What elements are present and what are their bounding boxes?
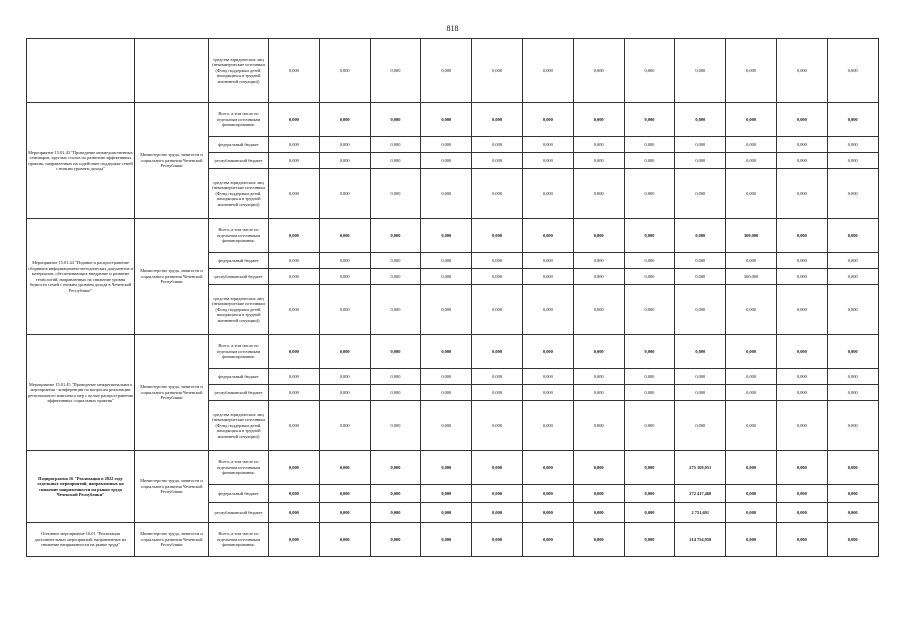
amount-cell: 0,000 xyxy=(370,503,421,523)
measure-name-cell: Мероприятие 15.01.45 "Проведение межрегионального мероприятия - конференции по вопросам реализации регионального комплекса мер с целью распространения эффективных социальных практик" xyxy=(27,335,135,451)
amount-cell: 0,000 xyxy=(370,253,421,269)
amount-cell: 0,000 xyxy=(370,153,421,169)
amount-cell: 0,000 xyxy=(726,369,777,385)
amount-cell: 0,000 xyxy=(827,39,878,103)
amount-cell: 0,000 xyxy=(421,169,472,219)
amount-cell: 0,000 xyxy=(319,401,370,451)
responsible-executor-cell xyxy=(135,39,209,103)
amount-cell: 0,000 xyxy=(624,219,675,253)
table-row xyxy=(27,335,879,369)
amount-cell: 0,000 xyxy=(472,153,523,169)
amount-cell: 0,000 xyxy=(269,523,320,557)
amount-cell: 0,000 xyxy=(827,253,878,269)
amount-cell: 0,000 xyxy=(573,335,624,369)
amount-cell: 0,000 xyxy=(522,103,573,137)
amount-cell: 0,000 xyxy=(370,369,421,385)
amount-cell: 0,000 xyxy=(472,503,523,523)
amount-cell: 0,000 xyxy=(319,285,370,335)
amount-cell: 0,000 xyxy=(827,385,878,401)
amount-cell: 0,000 xyxy=(319,137,370,153)
amount-cell: 0,000 xyxy=(319,503,370,523)
page-number: 818 xyxy=(446,24,459,33)
amount-cell: 0,000 xyxy=(675,253,726,269)
amount-cell: 0,000 xyxy=(776,485,827,503)
funding-source-cell: федеральный бюджет xyxy=(209,369,269,385)
amount-cell: 0,000 xyxy=(573,285,624,335)
amount-cell: 0,000 xyxy=(370,401,421,451)
amount-cell: 0,000 xyxy=(776,137,827,153)
amount-cell: 0,000 xyxy=(421,103,472,137)
funding-source-cell: республиканский бюджет xyxy=(209,269,269,285)
funding-source-cell: Всего, в том числе по отдельным источникам финансирования: xyxy=(209,335,269,369)
amount-cell: 0,000 xyxy=(776,335,827,369)
amount-cell: 0,000 xyxy=(269,137,320,153)
amount-cell: 0,000 xyxy=(726,253,777,269)
amount-cell: 0,000 xyxy=(675,169,726,219)
amount-cell: 0,000 xyxy=(472,485,523,503)
amount-cell: 0,000 xyxy=(472,335,523,369)
amount-cell: 0,000 xyxy=(827,103,878,137)
amount-cell: 0,000 xyxy=(624,269,675,285)
amount-cell: 0,000 xyxy=(421,335,472,369)
table-row xyxy=(27,219,879,253)
amount-cell: 0,000 xyxy=(726,137,777,153)
amount-cell: 0,000 xyxy=(522,451,573,485)
amount-cell: 0,000 xyxy=(675,285,726,335)
amount-cell: 0,000 xyxy=(827,137,878,153)
amount-cell: 0,000 xyxy=(319,369,370,385)
amount-cell: 0,000 xyxy=(522,219,573,253)
amount-cell: 0,000 xyxy=(319,485,370,503)
amount-cell: 0,000 xyxy=(522,253,573,269)
amount-cell: 0,000 xyxy=(472,219,523,253)
amount-cell: 0,000 xyxy=(269,103,320,137)
funding-source-cell: Всего, в том числе по отдельным источникам финансирования: xyxy=(209,523,269,557)
amount-cell: 0,000 xyxy=(776,153,827,169)
amount-cell: 0,000 xyxy=(776,451,827,485)
table-body xyxy=(27,39,879,557)
amount-cell: 0,000 xyxy=(522,269,573,285)
amount-cell: 0,000 xyxy=(522,485,573,503)
responsible-executor-cell: Министерство труда, занятости и социального развития Чеченской Республики xyxy=(135,523,209,557)
amount-cell: 0,000 xyxy=(573,401,624,451)
funding-source-cell: средства юридических лиц (некоммерческие источники (Фонд поддержки детей, находящихся в трудной жизненной ситуации)) xyxy=(209,39,269,103)
amount-cell: 0,000 xyxy=(573,523,624,557)
amount-cell: 0,000 xyxy=(370,385,421,401)
responsible-executor-cell: Министерство труда, занятости и социального развития Чеченской Республики xyxy=(135,219,209,335)
amount-cell: 0,000 xyxy=(573,369,624,385)
amount-cell: 0,000 xyxy=(522,285,573,335)
amount-cell: 0,000 xyxy=(522,401,573,451)
amount-cell: 0,000 xyxy=(269,401,320,451)
amount-cell: 0,000 xyxy=(472,253,523,269)
amount-cell: 0,000 xyxy=(319,253,370,269)
amount-cell: 0,000 xyxy=(726,39,777,103)
amount-cell: 0,000 xyxy=(827,153,878,169)
amount-cell: 0,000 xyxy=(624,103,675,137)
amount-cell: 0,000 xyxy=(421,451,472,485)
amount-cell: 0,000 xyxy=(370,137,421,153)
amount-cell: 0,000 xyxy=(827,219,878,253)
amount-cell: 0,000 xyxy=(319,153,370,169)
amount-cell: 0,000 xyxy=(269,285,320,335)
amount-cell: 0,000 xyxy=(827,523,878,557)
amount-cell: 0,000 xyxy=(269,385,320,401)
amount-cell: 0,000 xyxy=(573,253,624,269)
funding-source-cell: республиканский бюджет xyxy=(209,503,269,523)
amount-cell: 0,000 xyxy=(675,219,726,253)
table-row xyxy=(27,103,879,137)
amount-cell: 0,000 xyxy=(726,153,777,169)
funding-source-cell: республиканский бюджет xyxy=(209,153,269,169)
amount-cell: 0,000 xyxy=(421,253,472,269)
amount-cell: 0,000 xyxy=(776,103,827,137)
amount-cell: 0,000 xyxy=(370,451,421,485)
funding-source-cell: Всего, в том числе по отдельным источникам финансирования: xyxy=(209,103,269,137)
amount-cell: 0,000 xyxy=(421,369,472,385)
amount-cell: 0,000 xyxy=(319,385,370,401)
amount-cell: 0,000 xyxy=(269,369,320,385)
amount-cell: 0,000 xyxy=(827,485,878,503)
amount-cell: 0,000 xyxy=(269,169,320,219)
amount-cell: 0,000 xyxy=(624,451,675,485)
amount-cell: 0,000 xyxy=(726,335,777,369)
amount-cell: 0,000 xyxy=(726,523,777,557)
funding-source-cell: федеральный бюджет xyxy=(209,137,269,153)
amount-cell: 0,000 xyxy=(624,153,675,169)
amount-cell: 0,000 xyxy=(624,285,675,335)
amount-cell: 0,000 xyxy=(675,137,726,153)
amount-cell: 0,000 xyxy=(776,385,827,401)
responsible-executor-cell: Министерство труда, занятости и социального развития Чеченской Республики xyxy=(135,451,209,523)
amount-cell: 0,000 xyxy=(776,369,827,385)
amount-cell: 0,000 xyxy=(726,451,777,485)
measure-name-cell: Основное мероприятие 16.01 "Реализация дополнительных мероприятий, направленных на снижение напряженности на рынке труда" xyxy=(27,523,135,557)
amount-cell: 0,000 xyxy=(472,269,523,285)
budget-table xyxy=(26,38,879,557)
amount-cell: 0,000 xyxy=(624,503,675,523)
amount-cell: 0,000 xyxy=(522,335,573,369)
amount-cell: 0,000 xyxy=(827,369,878,385)
amount-cell: 0,000 xyxy=(421,153,472,169)
amount-cell: 0,000 xyxy=(472,385,523,401)
amount-cell: 0,000 xyxy=(624,39,675,103)
amount-cell: 0,000 xyxy=(269,153,320,169)
amount-cell: 0,000 xyxy=(624,369,675,385)
amount-cell: 0,000 xyxy=(573,153,624,169)
amount-cell: 0,000 xyxy=(421,503,472,523)
amount-cell: 272 417,460 xyxy=(675,485,726,503)
amount-cell: 0,000 xyxy=(776,401,827,451)
amount-cell: 0,000 xyxy=(522,369,573,385)
amount-cell: 0,000 xyxy=(472,103,523,137)
amount-cell: 0,000 xyxy=(522,39,573,103)
amount-cell: 0,000 xyxy=(522,523,573,557)
amount-cell: 0,000 xyxy=(472,39,523,103)
amount-cell: 0,000 xyxy=(827,269,878,285)
amount-cell: 0,000 xyxy=(675,401,726,451)
amount-cell: 0,000 xyxy=(421,523,472,557)
amount-cell: 0,000 xyxy=(370,219,421,253)
responsible-executor-cell: Министерство труда, занятости и социального развития Чеченской Республики xyxy=(135,103,209,219)
amount-cell: 0,000 xyxy=(827,503,878,523)
amount-cell: 0,000 xyxy=(624,137,675,153)
amount-cell: 0,000 xyxy=(726,385,777,401)
amount-cell: 0,000 xyxy=(573,39,624,103)
amount-cell: 0,000 xyxy=(319,103,370,137)
amount-cell: 275 169,051 xyxy=(675,451,726,485)
funding-source-cell: Всего, в том числе по отдельным источникам финансирования: xyxy=(209,219,269,253)
amount-cell: 0,000 xyxy=(776,169,827,219)
amount-cell: 0,000 xyxy=(472,523,523,557)
measure-name-cell: Мероприятие 15.01.43 "Проведение межведомственных семинаров, круглых столов по развитию эффективных практик, направленных на содействие поддержке семей с низким уровнем дохода" xyxy=(27,103,135,219)
amount-cell: 0,000 xyxy=(319,451,370,485)
table-row xyxy=(27,523,879,557)
amount-cell: 214 754,950 xyxy=(675,523,726,557)
amount-cell: 0,000 xyxy=(573,385,624,401)
amount-cell: 0,000 xyxy=(269,39,320,103)
amount-cell: 0,000 xyxy=(269,335,320,369)
amount-cell: 0,000 xyxy=(827,401,878,451)
amount-cell: 0,000 xyxy=(573,269,624,285)
funding-source-cell: средства юридических лиц (некоммерческие источники (Фонд поддержки детей, находящихся в трудной жизненной ситуации)) xyxy=(209,169,269,219)
amount-cell: 0,000 xyxy=(319,335,370,369)
amount-cell: 0,000 xyxy=(624,335,675,369)
amount-cell: 0,000 xyxy=(624,253,675,269)
amount-cell: 0,000 xyxy=(370,269,421,285)
amount-cell: 0,000 xyxy=(675,269,726,285)
amount-cell: 0,000 xyxy=(269,269,320,285)
amount-cell: 0,000 xyxy=(370,39,421,103)
amount-cell: 0,000 xyxy=(370,335,421,369)
funding-source-cell: средства юридических лиц (некоммерческие источники (Фонд поддержки детей, находящихся в трудной жизненной ситуации)) xyxy=(209,285,269,335)
amount-cell: 0,000 xyxy=(421,385,472,401)
amount-cell: 0,000 xyxy=(269,503,320,523)
amount-cell: 0,000 xyxy=(573,137,624,153)
amount-cell: 0,000 xyxy=(726,503,777,523)
amount-cell: 0,000 xyxy=(370,103,421,137)
amount-cell: 0,000 xyxy=(472,401,523,451)
amount-cell: 0,000 xyxy=(522,385,573,401)
amount-cell: 0,000 xyxy=(675,153,726,169)
responsible-executor-cell: Министерство труда, занятости и социального развития Чеченской Республики xyxy=(135,335,209,451)
amount-cell: 0,000 xyxy=(370,485,421,503)
amount-cell: 0,000 xyxy=(319,523,370,557)
amount-cell: 0,000 xyxy=(573,219,624,253)
amount-cell: 0,000 xyxy=(827,451,878,485)
amount-cell: 300,000 xyxy=(726,219,777,253)
amount-cell: 0,000 xyxy=(726,169,777,219)
amount-cell: 0,000 xyxy=(624,485,675,503)
amount-cell: 0,000 xyxy=(269,219,320,253)
amount-cell: 0,000 xyxy=(776,523,827,557)
amount-cell: 0,000 xyxy=(827,335,878,369)
amount-cell: 0,000 xyxy=(776,39,827,103)
amount-cell: 0,000 xyxy=(573,451,624,485)
amount-cell: 0,000 xyxy=(726,401,777,451)
amount-cell: 0,000 xyxy=(421,401,472,451)
amount-cell: 0,000 xyxy=(573,503,624,523)
amount-cell: 0,000 xyxy=(370,285,421,335)
amount-cell: 0,000 xyxy=(726,285,777,335)
amount-cell: 0,000 xyxy=(827,285,878,335)
amount-cell: 0,000 xyxy=(624,385,675,401)
amount-cell: 0,000 xyxy=(522,169,573,219)
amount-cell: 0,000 xyxy=(522,137,573,153)
amount-cell: 2 751,691 xyxy=(675,503,726,523)
amount-cell: 0,000 xyxy=(776,503,827,523)
amount-cell: 0,000 xyxy=(370,523,421,557)
funding-source-cell: федеральный бюджет xyxy=(209,485,269,503)
amount-cell: 0,000 xyxy=(776,285,827,335)
amount-cell: 0,000 xyxy=(726,485,777,503)
amount-cell: 0,000 xyxy=(472,451,523,485)
amount-cell: 0,000 xyxy=(675,335,726,369)
amount-cell: 0,000 xyxy=(421,137,472,153)
amount-cell: 0,000 xyxy=(675,103,726,137)
amount-cell: 0,000 xyxy=(421,485,472,503)
amount-cell: 0,000 xyxy=(726,103,777,137)
amount-cell: 300,000 xyxy=(726,269,777,285)
measure-name-cell: Подпрограмма 16 "Реализация в 2022 году отдельных мероприятий, направленных на снижение напряженности на рынке труда Чеченской Республики" xyxy=(27,451,135,523)
amount-cell: 0,000 xyxy=(675,39,726,103)
amount-cell: 0,000 xyxy=(319,169,370,219)
amount-cell: 0,000 xyxy=(776,253,827,269)
amount-cell: 0,000 xyxy=(675,385,726,401)
amount-cell: 0,000 xyxy=(522,153,573,169)
amount-cell: 0,000 xyxy=(472,369,523,385)
amount-cell: 0,000 xyxy=(269,485,320,503)
amount-cell: 0,000 xyxy=(319,269,370,285)
amount-cell: 0,000 xyxy=(624,401,675,451)
amount-cell: 0,000 xyxy=(472,137,523,153)
amount-cell: 0,000 xyxy=(675,369,726,385)
measure-name-cell xyxy=(27,39,135,103)
measure-name-cell: Мероприятие 15.01.44 "Издание и распространение сборников информационно-методических документов и материалов, обеспечивающих внедрение и развитие технологий, направленных на снижение уровня бедности семей с низким уровнем дохода в Чеченской Республике" xyxy=(27,219,135,335)
funding-source-cell: средства юридических лиц (некоммерческие источники (Фонд поддержки детей, находящихся в трудной жизненной ситуации)) xyxy=(209,401,269,451)
amount-cell: 0,000 xyxy=(522,503,573,523)
amount-cell: 0,000 xyxy=(573,103,624,137)
amount-cell: 0,000 xyxy=(776,269,827,285)
table-row xyxy=(27,39,879,103)
funding-source-cell: Всего, в том числе по отдельным источникам финансирования: xyxy=(209,451,269,485)
amount-cell: 0,000 xyxy=(573,169,624,219)
amount-cell: 0,000 xyxy=(421,39,472,103)
table-row xyxy=(27,451,879,485)
amount-cell: 0,000 xyxy=(421,269,472,285)
amount-cell: 0,000 xyxy=(319,219,370,253)
amount-cell: 0,000 xyxy=(472,285,523,335)
amount-cell: 0,000 xyxy=(421,219,472,253)
amount-cell: 0,000 xyxy=(624,523,675,557)
amount-cell: 0,000 xyxy=(421,285,472,335)
amount-cell: 0,000 xyxy=(827,169,878,219)
amount-cell: 0,000 xyxy=(319,39,370,103)
amount-cell: 0,000 xyxy=(472,169,523,219)
amount-cell: 0,000 xyxy=(370,169,421,219)
amount-cell: 0,000 xyxy=(624,169,675,219)
amount-cell: 0,000 xyxy=(269,253,320,269)
amount-cell: 0,000 xyxy=(776,219,827,253)
amount-cell: 0,000 xyxy=(269,451,320,485)
amount-cell: 0,000 xyxy=(573,485,624,503)
funding-source-cell: республиканский бюджет xyxy=(209,385,269,401)
funding-source-cell: федеральный бюджет xyxy=(209,253,269,269)
